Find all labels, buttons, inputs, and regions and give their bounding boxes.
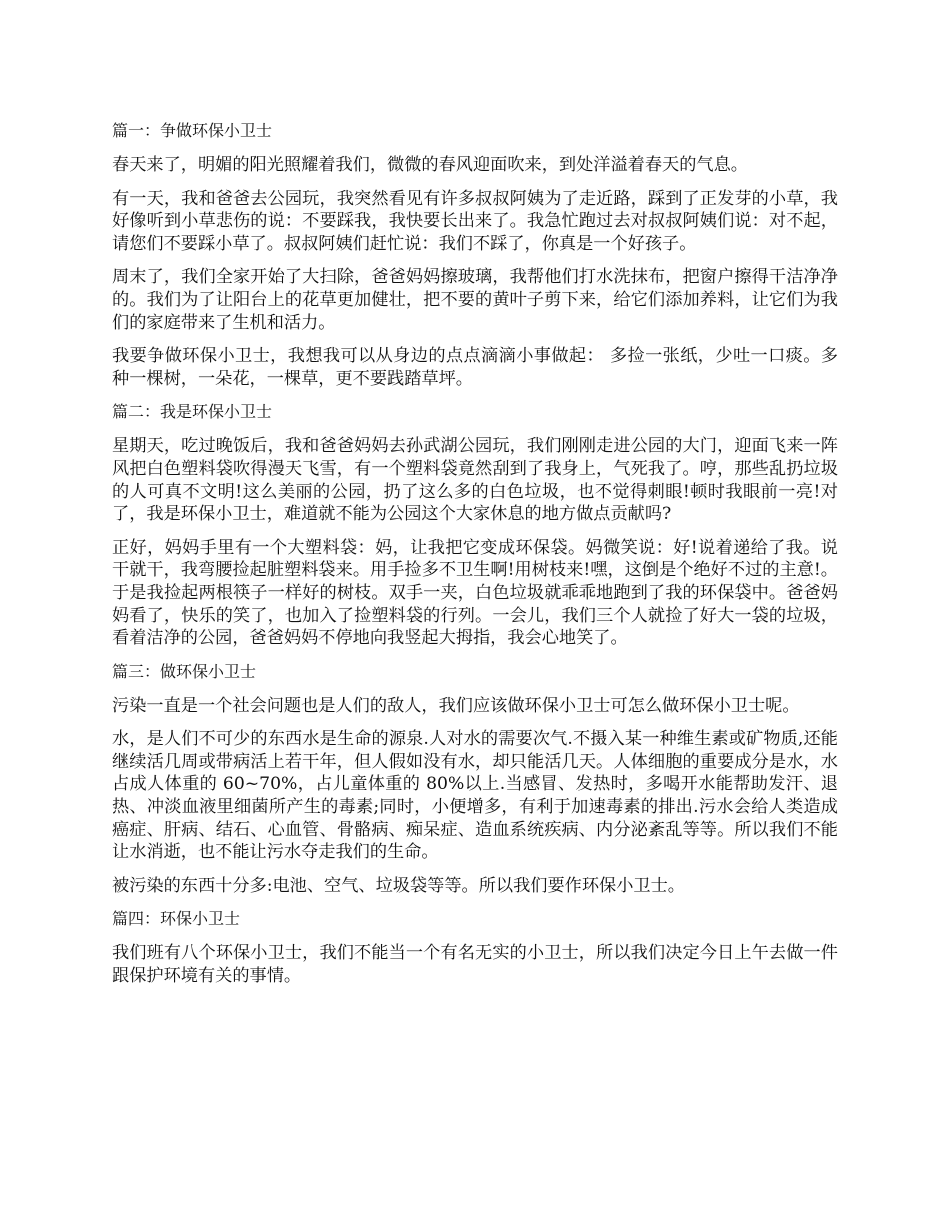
- document-body: [112, 120, 838, 999]
- section-3: [112, 661, 838, 898]
- section-heading: 篇三：做环保小卫士: [112, 661, 257, 681]
- section-2: [112, 401, 838, 649]
- section-1: [112, 120, 838, 390]
- section-4: [112, 908, 838, 987]
- section-heading: 篇四：环保小卫士: [112, 909, 241, 929]
- paragraph: 星期天，吃过晚饭后，我和爸爸妈妈去孙武湖公园玩，我们刚刚走进公园的大门，迎面飞来一阵风把白色塑料袋吹得漫天飞雪，有一个塑料袋竟然刮到了我身上，气死我了。哼，那些乱扔垃圾的人可真不文明!这么美丽的公园，扔了这么多的白色垃圾，也不觉得刺眼!顿时我眼前一亮!对了，我是环保小卫士，难道就不能为公园这个大家休息的地方做点贡献吗?: [112, 436, 838, 525]
- paragraph: 正好，妈妈手里有一个大塑料袋：妈，让我把它变成环保袋。妈微笑说：好!说着递给了我。说干就干，我弯腰捡起脏塑料袋来。用手捡多不卫生啊!用树枝来!嘿，这倒是个绝好不过的主意!。于是我捡起两根筷子一样好的树枝。双手一夹，白色垃圾就乖乖地跑到了我的环保袋中。爸爸妈妈看了，快乐的笑了，也加入了捡塑料袋的行列。一会儿，我们三个人就捡了好大一袋的垃圾，看着洁净的公园，爸爸妈妈不停地向我竖起大拇指，我会心地笑了。: [112, 537, 838, 649]
- paragraph: 我要争做环保小卫士，我想我可以从身边的点点滴滴小事做起： 多捡一张纸，少吐一口痰。多种一棵树，一朵花，一棵草，更不要践踏草坪。: [112, 346, 838, 389]
- section-heading: 篇一：争做环保小卫士: [112, 121, 273, 140]
- paragraph: 水，是人们不可少的东西水是生命的源泉.人对水的需要次气.不摄入某一种维生素或矿物质,还能继续活几周或带病活上若干年，但人假如没有水，却只能活几天。人体细胞的重要成分是水，水占成人体重的 60~70%，占儿童体重的 80%以上.当感冒、发热时，多喝开水能帮助发汗、退热、冲淡血液里细菌所产生的毒素;同时，小便增多，有利于加速毒素的排出.污水会给人类造成癌症、肝病、结石、心血管、骨骼病、痴呆症、造血系统疾病、内分泌紊乱等等。所以我们不能让水消逝，也不能让污水夺走我们的生命。: [112, 729, 838, 863]
- paragraph: 我们班有八个环保小卫士，我们不能当一个有名无实的小卫士，所以我们决定今日上午去做一件跟保护环境有关的事情。: [112, 943, 838, 987]
- paragraph: 春天来了，明媚的阳光照耀着我们，微微的春风迎面吹来，到处洋溢着春天的气息。: [112, 155, 748, 175]
- paragraph: 有一天，我和爸爸去公园玩，我突然看见有许多叔叔阿姨为了走近路，踩到了正发芽的小草，我好像听到小草悲伤的说：不要踩我，我快要长出来了。我急忙跑过去对叔叔阿姨们说：对不起，请您们不要踩小草了。叔叔阿姨们赶忙说：我们不踩了，你真是一个好孩子。: [112, 188, 838, 254]
- paragraph: 被污染的东西十分多:电池、空气、垃圾袋等等。所以我们要作环保小卫士。: [112, 875, 685, 896]
- paragraph: 污染一直是一个社会问题也是人们的敌人，我们应该做环保小卫士可怎么做环保小卫士呢。: [112, 695, 800, 716]
- paragraph: 周末了，我们全家开始了大扫除，爸爸妈妈擦玻璃，我帮他们打水洗抹布，把窗户擦得干洁净净的。我们为了让阳台上的花草更加健壮，把不要的黄叶子剪下来，给它们添加养料，让它们为我们的家庭带来了生机和活力。: [112, 267, 838, 333]
- section-heading: 篇二：我是环保小卫士: [112, 402, 273, 422]
